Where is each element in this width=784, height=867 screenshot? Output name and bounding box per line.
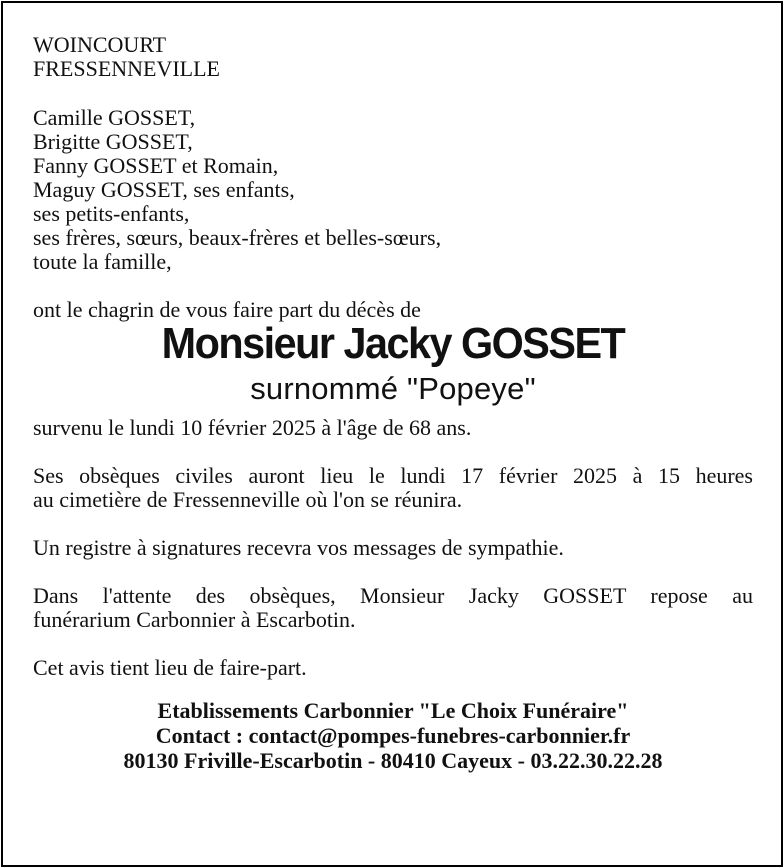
family-line: ses petits-enfants, — [33, 201, 190, 226]
family-line: toute la famille, — [33, 249, 172, 274]
family-line: Maguy GOSSET, ses enfants, — [33, 177, 295, 202]
deceased-name: Monsieur Jacky GOSSET — [161, 319, 625, 368]
location-header — [33, 33, 753, 81]
funeral-home-footer — [33, 698, 753, 773]
family-line: Brigitte GOSSET, — [33, 129, 193, 154]
contact-email: Contact : contact@pompes-funebres-carbonnier.fr — [155, 723, 631, 748]
family-list — [33, 106, 753, 274]
location-woincourt: WOINCOURT — [33, 32, 167, 57]
death-date-line: survenu le lundi 10 février 2025 à l'âge de 68 ans. — [33, 415, 472, 440]
funeral-details — [33, 464, 753, 512]
rest-details — [33, 584, 753, 632]
obituary-content — [33, 33, 753, 773]
company-name: Etablissements Carbonnier "Le Choix Funéraire" — [157, 698, 629, 723]
rest-line-2: funérarium Carbonnier à Escarbotin. — [33, 607, 356, 632]
obituary-frame — [1, 1, 783, 867]
funeral-line-1: Ses obsèques civiles auront lieu le lundi 17 février 2025 à 15 heures — [33, 463, 753, 488]
family-line: Camille GOSSET, — [33, 105, 196, 130]
funeral-line-2: au cimetière de Fressenneville où l'on se réunira. — [33, 487, 463, 512]
company-address-phone: 80130 Friville-Escarbotin - 80410 Cayeux - 03.22.30.22.28 — [123, 748, 663, 773]
family-line: ses frères, sœurs, beaux-frères et belles-sœurs, — [33, 225, 442, 250]
rest-line-1: Dans l'attente des obsèques, Monsieur Jacky GOSSET repose au — [33, 583, 753, 608]
deceased-nickname: surnommé "Popeye" — [250, 371, 536, 406]
announcement-intro: ont le chagrin de vous faire part du décès de — [33, 297, 421, 322]
register-line: Un registre à signatures recevra vos messages de sympathie. — [33, 535, 564, 560]
notice-line: Cet avis tient lieu de faire-part. — [33, 655, 307, 680]
location-fressenneville: FRESSENNEVILLE — [33, 56, 220, 81]
family-line: Fanny GOSSET et Romain, — [33, 153, 279, 178]
